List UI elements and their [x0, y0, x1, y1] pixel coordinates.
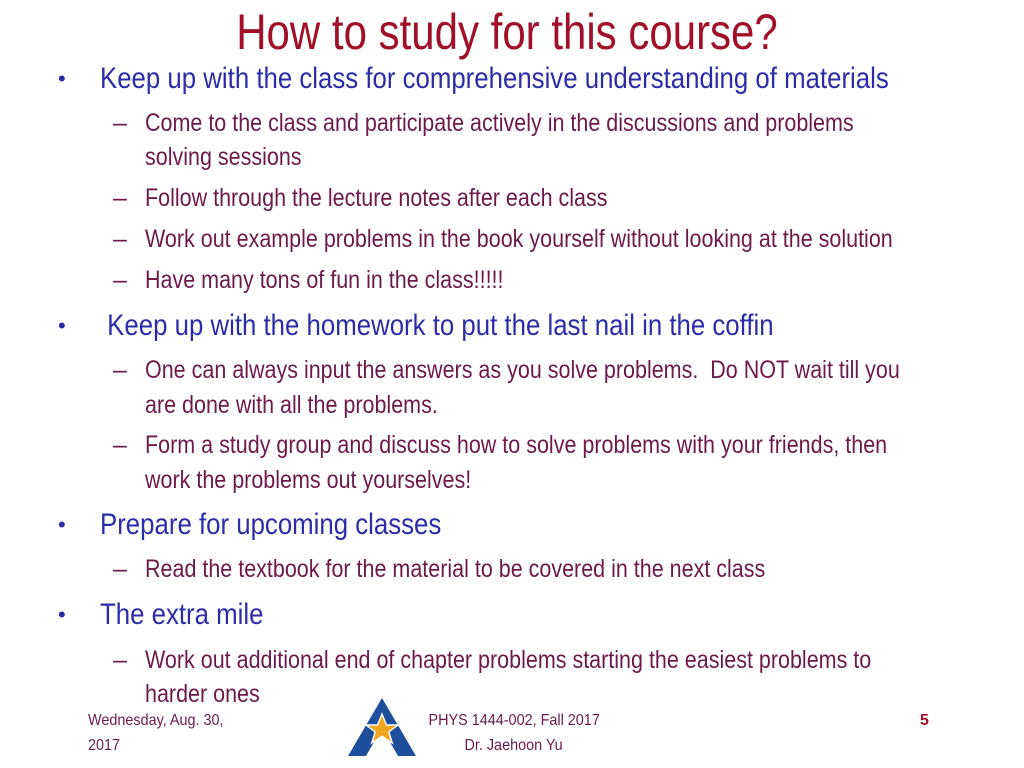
sub-item-text: Read the textbook for the material to be covered in the next class: [145, 555, 766, 583]
bullet-dot-icon: •: [58, 66, 66, 91]
sub-item-text: Follow through the lecture notes after each class: [145, 184, 608, 212]
bullet-text: The extra mile: [100, 598, 264, 631]
bullet-dot-icon: •: [58, 602, 66, 627]
sub-item-text: Come to the class and participate actively in the discussions and problems: [145, 109, 854, 137]
sub-item-text: harder ones: [145, 680, 260, 708]
dash-icon: –: [113, 356, 127, 384]
sub-item-text: One can always input the answers as you solve problems. Do NOT wait till you: [145, 356, 900, 384]
dash-icon: –: [113, 266, 127, 294]
footer-course: [414, 708, 614, 758]
footer-date-line2: 2017: [88, 737, 121, 754]
sub-item-continuation: [145, 677, 278, 711]
bullet-text: Keep up with the homework to put the last nail in the coffin: [100, 309, 774, 342]
dash-icon: –: [113, 646, 127, 674]
sub-item-text: solving sessions: [145, 143, 302, 171]
sub-item-text: are done with all the problems.: [145, 391, 438, 419]
sub-item: [113, 263, 562, 297]
slide-title: How to study for this course?: [236, 4, 778, 60]
sub-item-continuation: [145, 463, 524, 497]
sub-item-continuation: [145, 140, 327, 174]
dash-icon: –: [113, 225, 127, 253]
bullet-4: [58, 598, 290, 632]
sub-item-text: Form a study group and discuss how to solve problems with your friends, then: [145, 431, 888, 459]
sub-item-text: Work out additional end of chapter problems starting the easiest problems to: [145, 646, 872, 674]
university-a-star-logo-icon: [346, 696, 418, 758]
sub-item-continuation: [145, 388, 485, 422]
sub-item: [113, 353, 1023, 387]
bullet-3: [58, 508, 497, 542]
sub-item: [113, 106, 969, 140]
footer-course-line1: PHYS 1444-002, Fall 2017: [428, 712, 600, 729]
bullet-text: Prepare for upcoming classes: [100, 508, 442, 541]
sub-item: [113, 643, 989, 677]
bullet-text: Keep up with the class for comprehensive understanding of materials: [100, 62, 889, 95]
sub-item-text: work the problems out yourselves!: [145, 466, 472, 494]
bullet-dot-icon: •: [58, 512, 66, 537]
dash-icon: –: [113, 555, 127, 583]
dash-icon: –: [113, 431, 127, 459]
sub-item: [113, 552, 866, 586]
sub-item: [113, 428, 1008, 462]
footer-course-line2: Dr. Jaehoon Yu: [464, 737, 564, 754]
bullet-2: [58, 309, 883, 343]
footer-date: [88, 708, 288, 758]
bullet-1: [58, 62, 1017, 96]
sub-item-text: Have many tons of fun in the class!!!!!: [145, 266, 504, 294]
footer-page-number: 5: [920, 712, 929, 729]
footer-date-line1: Wednesday, Aug. 30,: [88, 712, 224, 729]
sub-item-text: Work out example problems in the book yourself without looking at the solution: [145, 225, 893, 253]
dash-icon: –: [113, 184, 127, 212]
sub-item: [113, 181, 683, 215]
dash-icon: –: [113, 109, 127, 137]
sub-item: [113, 222, 1014, 256]
bullet-dot-icon: •: [58, 313, 66, 338]
